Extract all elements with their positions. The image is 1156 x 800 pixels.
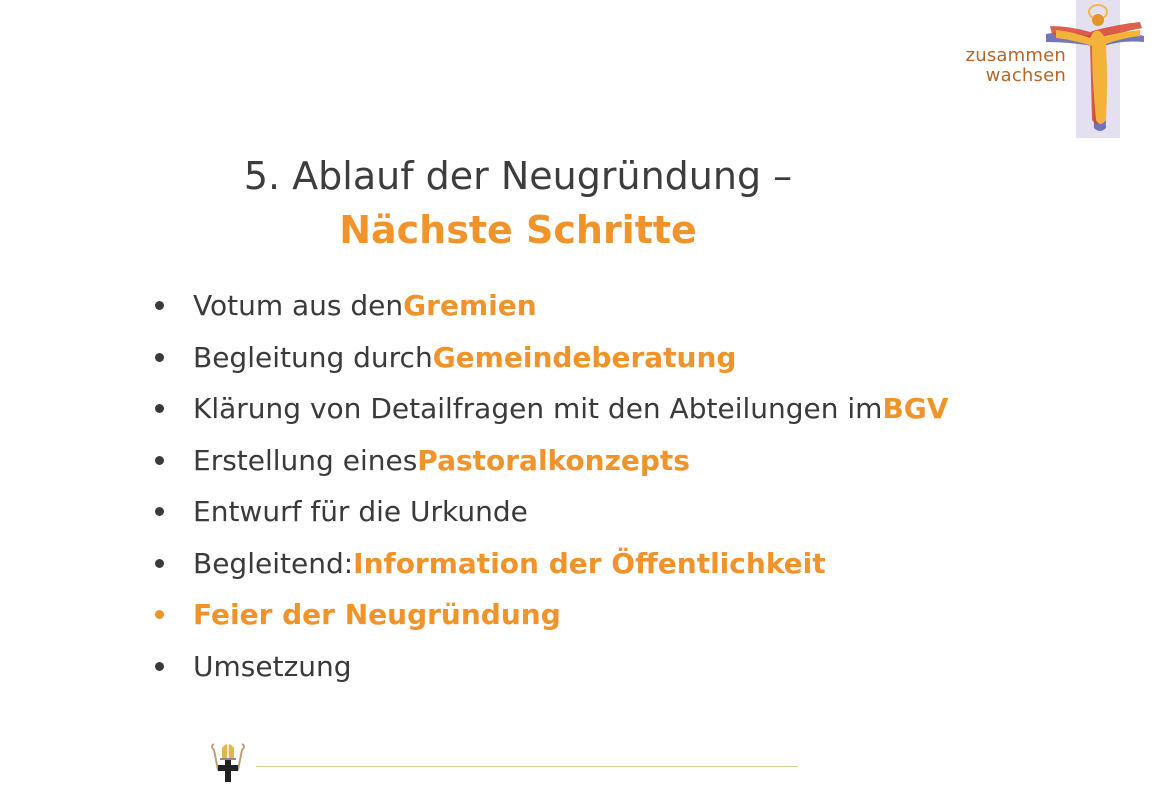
bullet-dot [155,456,164,465]
cross-figure-logo-icon [1036,0,1148,140]
list-item [152,435,948,487]
logo-line-1: zusammen [965,45,1066,66]
bullet-dot [155,610,164,619]
footer-divider [256,766,798,767]
zusammen-wachsen-logo [928,0,1148,140]
list-item [152,486,948,538]
title-line-1: 5. Ablauf der Neugründung – [243,154,793,198]
bullet-dot [155,559,164,568]
list-item [152,641,948,693]
list-item-text: Begleitung durch [193,340,433,374]
bullet-dot [155,507,164,516]
list-item [152,332,948,384]
bullet-dot [155,404,164,413]
list-item-highlight: Pastoralkonzepts [417,443,690,477]
logo-line-2: wachsen [985,65,1066,86]
list-item-text: Votum aus den [193,289,404,323]
list-item-highlight: Gemeindeberatung [432,340,737,374]
list-item [152,280,948,332]
list-item-highlight: Information der Öffentlichkeit [353,546,826,580]
bullet-dot [155,301,164,310]
list-item-text: Umsetzung [193,649,352,683]
bullet-dot [155,662,164,671]
list-item-text: Begleitend: [193,546,354,580]
steps-list [152,280,948,692]
bullet-dot [155,353,164,362]
list-item-text: Erstellung eines [193,443,418,477]
slide-title [0,150,1036,258]
list-item [152,538,948,590]
title-line-2: Nächste Schritte [339,208,697,252]
diocese-emblem-icon [208,740,248,784]
list-item-highlight: Gremien [403,289,537,323]
list-item [152,383,948,435]
list-item-text: Klärung von Detailfragen mit den Abteilungen im [193,392,883,426]
list-item-highlight: BGV [882,392,949,426]
list-item [152,589,948,641]
list-item-text: Feier der Neugründung [193,598,561,632]
list-item-text: Entwurf für die Urkunde [193,495,528,529]
